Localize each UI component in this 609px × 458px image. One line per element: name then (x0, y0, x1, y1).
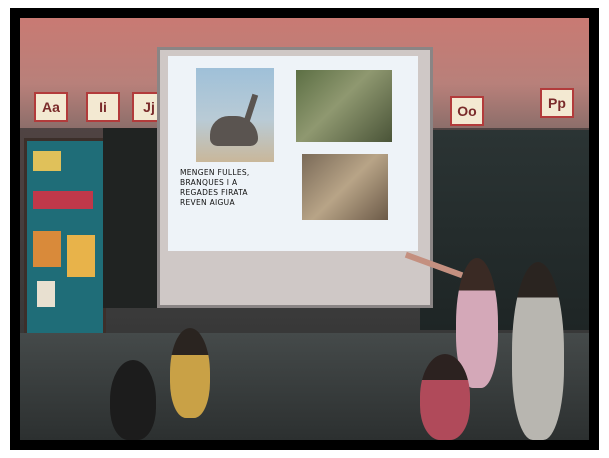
caption-line: BRANQUES I A (180, 178, 238, 187)
floor (20, 333, 589, 440)
wall-letter-card: Aa (34, 92, 68, 122)
caption-line: REVEN AIGUA (180, 198, 235, 207)
child-seated-pink (420, 354, 470, 440)
classroom-photo (20, 18, 589, 440)
caption-line: MENGEN FULLES, (180, 168, 250, 177)
child-standing-right (512, 262, 564, 440)
child-seated-yellow (170, 328, 210, 418)
projected-slide (168, 56, 418, 251)
caption-line: REGADES FIRATA (180, 188, 248, 197)
child-seated-left (110, 360, 156, 440)
elephant-photo (196, 68, 274, 162)
wall-letter-card: Ii (86, 92, 120, 122)
dark-panel (103, 128, 163, 308)
bulletin-board (24, 138, 106, 344)
slide-caption (180, 168, 290, 208)
elephant-closeup-photo (302, 154, 388, 220)
wall-letter-card: Oo (450, 96, 484, 126)
tree-photo (296, 70, 392, 142)
projection-screen (160, 50, 430, 305)
wall-letter-card: Pp (540, 88, 574, 118)
wall-letter-card: Jj (132, 92, 166, 122)
right-wall-panel (420, 130, 589, 330)
